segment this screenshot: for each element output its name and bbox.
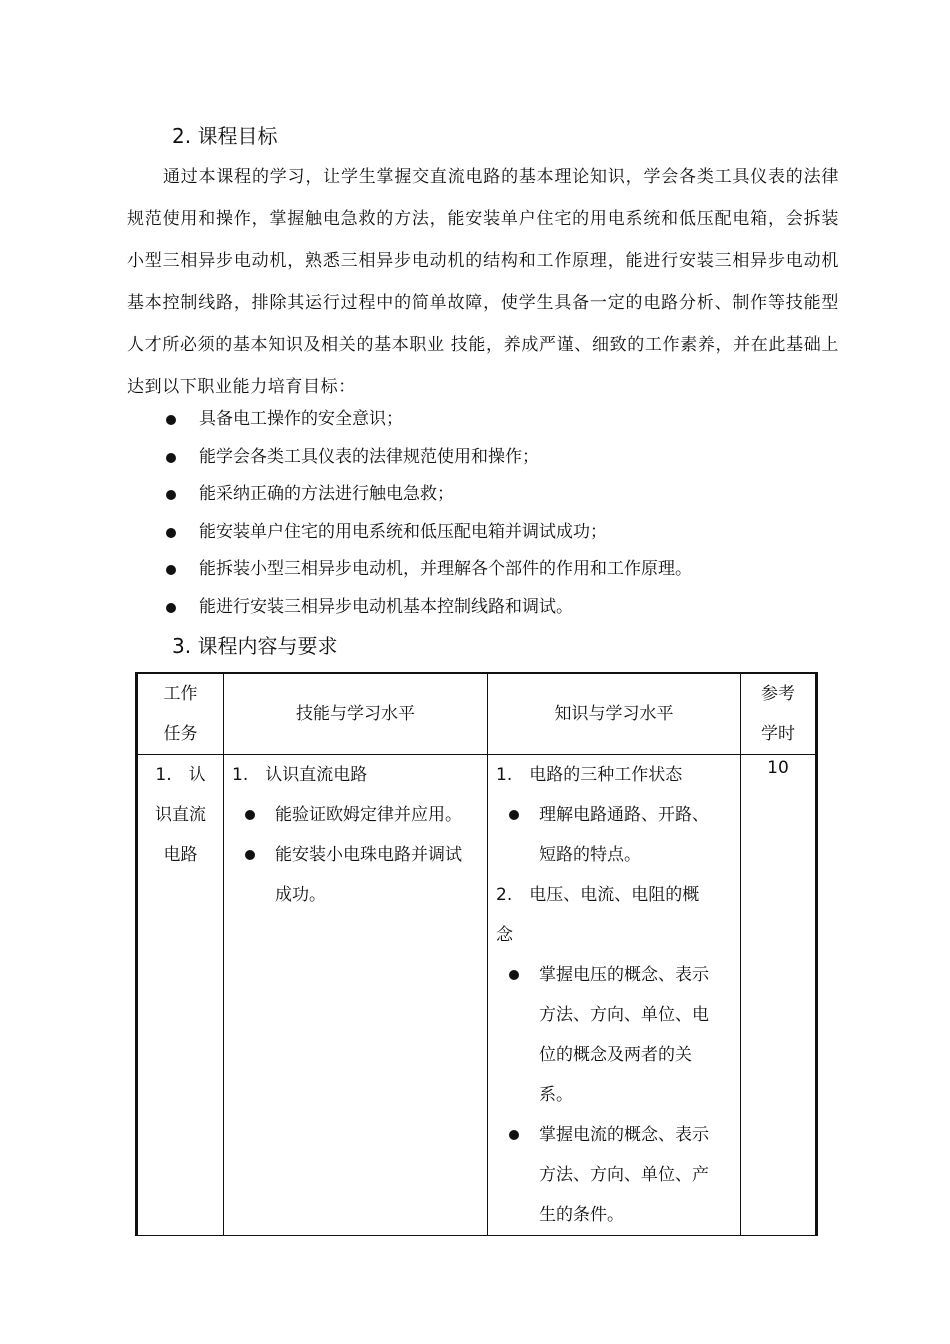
skills-cell: 1. 认识直流电路 能验证欧姆定律并应用。 能安装小电珠电路并调试 成功。 xyxy=(224,755,488,1236)
course-objective-paragraph: 通过本课程的学习，让学生掌握交直流电路的基本理论知识，学会各类工具仪表的法律规范使用和操作，掌握触电急救的方法，能安装单户住宅的用电系统和低压配电箱，会拆装小型三相异步电动机，熟悉三相异步电动机的结构和工作原理，能进行安装三相异步电动机基本控制线路，排除其运行过程中的简单故障，使学生具备一定的电路分析、制作等技能型人才所必须的基本知识及相关的基本职业 技能，养成严谨、细致的工作素养，并在此基础上达到以下职业能力培育目标： xyxy=(127,167,839,397)
header-skills: 技能与学习水平 xyxy=(224,673,488,755)
bullet-dot-icon xyxy=(166,415,176,425)
header-task: 工作 任务 xyxy=(137,673,224,755)
bullet-dot-icon xyxy=(166,603,176,613)
header-hours: 参考 学时 xyxy=(741,673,817,755)
skill-bullet: 能安装小电珠电路并调试 成功。 xyxy=(232,835,487,915)
bullet-dot-icon xyxy=(166,565,176,575)
section-2-heading: 2. 课程目标 xyxy=(172,124,278,148)
skill-bullet: 能验证欧姆定律并应用。 xyxy=(232,795,487,835)
knowledge-bullet: 掌握电流的概念、表示 方法、方向、单位、产 生的条件。 xyxy=(496,1115,740,1235)
table-header-row xyxy=(137,673,817,755)
header-knowledge: 知识与学习水平 xyxy=(488,673,741,755)
bullet-dot-icon xyxy=(509,1130,519,1140)
bullet-dot-icon xyxy=(509,970,519,980)
table-row xyxy=(137,755,817,1236)
knowledge-bullet: 掌握电压的概念、表示 方法、方向、单位、电 位的概念及两者的关 系。 xyxy=(496,955,740,1115)
bullet-dot-icon xyxy=(166,528,176,538)
knowledge-bullet: 理解电路通路、开路、 短路的特点。 xyxy=(496,795,740,875)
bullet-dot-icon xyxy=(245,850,255,860)
bullet-dot-icon xyxy=(166,453,176,463)
section-3-heading: 3. 课程内容与要求 xyxy=(172,634,338,658)
hours-cell: 10 xyxy=(741,755,817,1236)
task-cell: 1. 认 识直流 电路 xyxy=(137,755,224,1236)
bullet-dot-icon xyxy=(509,810,519,820)
bullet-dot-icon xyxy=(166,490,176,500)
course-content-table xyxy=(135,672,818,1236)
bullet-dot-icon xyxy=(245,810,255,820)
knowledge-cell: 1. 电路的三种工作状态 理解电路通路、开路、 短路的特点。 2. 电压、电流、电阻的概 念 掌握电压的概念、表示 方法、方向、单位、电 位的概念及两者的关 系。 掌握电流的概念、表示 方法、方向、单位、产 生的条件。 xyxy=(488,755,741,1236)
